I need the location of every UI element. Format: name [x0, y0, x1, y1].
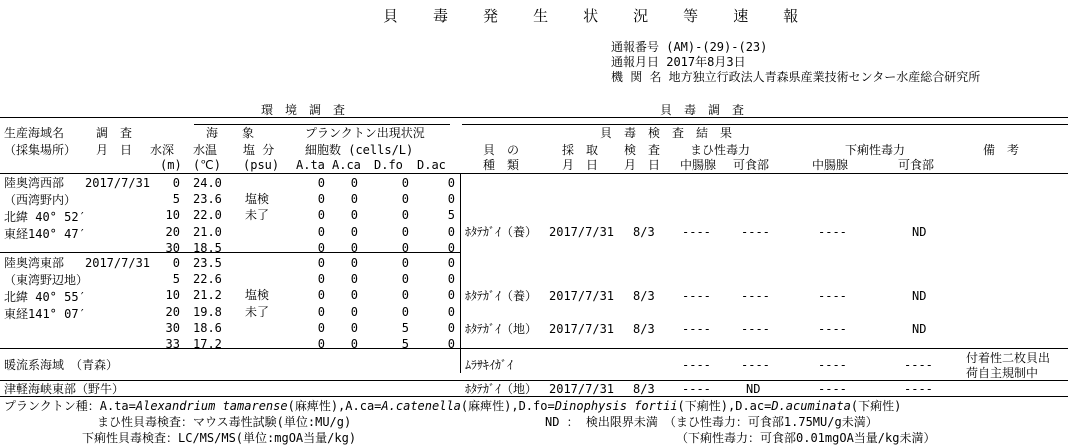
cell-dac: 0: [447, 337, 455, 351]
tsugaru-dsp-edible: ----: [904, 382, 933, 396]
cell-ata: 0: [317, 288, 325, 303]
dsp-edible-header: 可食部: [898, 158, 935, 172]
sea-condition-header: 海 象: [206, 126, 255, 140]
collect-header: 採 取: [562, 143, 599, 157]
station-latitude: 北緯 40° 55′: [4, 290, 86, 304]
cell-depth: 30: [165, 320, 180, 335]
tsugaru-area: 津軽海峡東部（野牛）: [4, 382, 125, 396]
shell-psp-gut: ----: [682, 289, 711, 304]
inspect-date-header: 月 日: [624, 158, 661, 172]
cell-dfo: 0: [401, 192, 409, 207]
cell-dfo: 0: [401, 304, 409, 319]
tsugaru-collect: 2017/7/31: [549, 382, 615, 396]
plankton-dfo-header: D.fo: [374, 158, 403, 172]
shell-psp-ed: ----: [741, 321, 770, 336]
cell-depth: 5: [172, 272, 180, 287]
report-date: 通報月日 2017年8月3日: [611, 55, 746, 69]
cell-aca: 0: [350, 224, 358, 239]
shell-inspect: 8/3: [633, 321, 655, 336]
warm-dsp-gut: ----: [818, 358, 847, 372]
cell-dac: 0: [447, 176, 455, 190]
salinity-unit: (psu): [243, 158, 280, 172]
cell-dfo: 5: [401, 337, 409, 351]
depth-header: 水深: [150, 143, 175, 157]
dsp-header: 下痢性毒力: [845, 143, 906, 157]
cell-temp: 24.0: [193, 176, 222, 190]
shell-psp-ed: ----: [741, 225, 770, 240]
shell-psp-ed: ----: [741, 289, 770, 304]
cell-temp: 18.6: [193, 320, 222, 335]
cell-ata: 0: [317, 256, 325, 270]
cell-dac: 5: [447, 208, 455, 223]
report-title: 貝 毒 発 生 状 況 等 速 報: [383, 7, 812, 25]
inspect-header: 検 査: [624, 143, 661, 157]
cell-dac: 0: [447, 288, 455, 303]
cell-aca: 0: [350, 240, 358, 255]
env-survey-header: 環 境 調 査: [261, 103, 346, 117]
shell-species: ﾎﾀﾃｶﾞｲ（養）: [465, 225, 538, 240]
cell-ata: 0: [317, 176, 325, 190]
warm-shell: ﾑﾗｻｷｲｶﾞｲ: [465, 358, 514, 372]
cell-temp: 21.2: [193, 288, 222, 303]
toxin-survey-header: 貝 毒 調 査: [660, 103, 745, 117]
psp-header: まひ性毒力: [690, 143, 751, 157]
table-divider: [460, 173, 461, 373]
toxin-rule: [462, 124, 1068, 125]
collect-date-header: 月 日: [562, 158, 599, 172]
cell-ata: 0: [317, 320, 325, 335]
shell-collect: 2017/7/31: [549, 225, 615, 240]
header-top-rule: [0, 117, 1068, 118]
cell-temp: 23.6: [193, 192, 222, 207]
depth-unit: (m): [160, 158, 182, 172]
agency-name: 機 関 名 地方独立行政法人青森県産業技術センター水産総合研究所: [611, 70, 981, 84]
cell-depth: 0: [172, 256, 180, 270]
plankton-ata-header: A.ta: [296, 158, 325, 172]
warm-remarks-2: 荷自主規制中: [966, 366, 1039, 380]
station-latitude: 北緯 40° 52′: [4, 210, 86, 224]
cell-temp: 23.5: [193, 256, 222, 270]
psp-edible-header: 可食部: [733, 158, 770, 172]
cell-ata: 0: [317, 192, 325, 207]
shell-inspect: 8/3: [633, 289, 655, 304]
site-header: （採集場所）: [4, 143, 77, 157]
cell-dac: 0: [447, 192, 455, 207]
cell-ata: 0: [317, 224, 325, 239]
cell-depth: 10: [165, 288, 180, 303]
env-rule: [194, 124, 450, 125]
cell-dac: 0: [447, 256, 455, 270]
nd-note: ND ： 検出限界未満 （まひ性毒力：可食部1.75MU/g未満）: [545, 415, 878, 429]
survey-header: 調 査: [96, 126, 133, 140]
psp-gut-header: 中腸腺: [680, 158, 717, 172]
cell-dfo: 0: [401, 288, 409, 303]
shell-header: 貝 の: [483, 143, 520, 157]
cell-ata: 0: [317, 272, 325, 287]
cell-sal: 未了: [245, 208, 270, 223]
toxin-result-header: 貝 毒 検 査 結 果: [600, 126, 733, 140]
cells-header: 細胞数 (cells/L): [305, 143, 414, 157]
cell-dfo: 0: [401, 240, 409, 255]
plankton-dac-header: D.ac: [417, 158, 446, 172]
tsugaru-shell: ﾎﾀﾃｶﾞｲ（地）: [465, 382, 538, 396]
cell-sal: 未了: [245, 304, 270, 319]
shell-psp-gut: ----: [682, 321, 711, 336]
warm-dsp-edible: ----: [904, 358, 933, 372]
cell-depth: 33: [165, 337, 180, 351]
temp-header: 水温: [193, 143, 218, 157]
shell-inspect: 8/3: [633, 225, 655, 240]
cell-dac: 0: [447, 320, 455, 335]
shell-psp-gut: ----: [682, 225, 711, 240]
station-longitude: 東経140° 47′: [4, 227, 86, 241]
temp-unit: (℃): [193, 158, 221, 172]
cell-dfo: 0: [401, 224, 409, 239]
station-1-rule: [0, 252, 460, 253]
cell-dfo: 0: [401, 272, 409, 287]
cell-temp: 18.5: [193, 240, 222, 255]
shell-species: ﾎﾀﾃｶﾞｲ（養）: [465, 289, 538, 304]
remarks-header: 備 考: [983, 143, 1020, 157]
cell-ata: 0: [317, 304, 325, 319]
cell-temp: 17.2: [193, 337, 222, 351]
psp-method-note: まひ性貝毒検査：マウス毒性試験(単位:MU/g): [97, 415, 352, 429]
warm-psp-gut: ----: [682, 358, 711, 372]
cell-dac: 0: [447, 240, 455, 255]
cell-dac: 0: [447, 224, 455, 239]
cell-sal: 塩検: [245, 192, 270, 207]
station-site: （東湾野辺地）: [4, 273, 89, 287]
cell-sal: 塩検: [245, 288, 270, 303]
header-bottom-rule: [0, 173, 1068, 174]
dsp-method-note: 下痢性貝毒検査：LC/MS/MS(単位:mgOA当量/kg): [82, 431, 357, 445]
cell-aca: 0: [350, 192, 358, 207]
cell-ata: 0: [317, 208, 325, 223]
shell-dsp-gut: ----: [818, 321, 847, 336]
cell-aca: 0: [350, 176, 358, 190]
cell-aca: 0: [350, 256, 358, 270]
cell-aca: 0: [350, 272, 358, 287]
shell-dsp-ed: ND: [912, 289, 927, 304]
dsp-limit-note: （下痢性毒力：可食部0.01mgOA当量/kg未満）: [676, 431, 936, 445]
cell-depth: 30: [165, 240, 180, 255]
cell-dac: 0: [447, 304, 455, 319]
area-header: 生産海域名: [4, 126, 65, 140]
cell-depth: 20: [165, 304, 180, 319]
shell-dsp-ed: ND: [912, 321, 927, 336]
shell-dsp-gut: ----: [818, 225, 847, 240]
plankton-header: プランクトン出現状況: [305, 126, 425, 140]
shell-collect: 2017/7/31: [549, 289, 615, 304]
cell-ata: 0: [317, 337, 325, 351]
cell-aca: 0: [350, 208, 358, 223]
warm-remarks-1: 付着性二枚貝出: [966, 351, 1051, 365]
cell-dfo: 5: [401, 320, 409, 335]
shell-type-header: 種 類: [483, 158, 520, 172]
cell-temp: 19.8: [193, 304, 222, 319]
warm-psp-edible: ----: [741, 358, 770, 372]
shell-dsp-gut: ----: [818, 289, 847, 304]
station-site: （西湾野内）: [4, 193, 77, 207]
station-name: 陸奥湾西部: [4, 176, 65, 190]
tsugaru-psp-gut: ----: [682, 382, 711, 396]
warm-area: 暖流系海域 （青森）: [4, 358, 119, 372]
shell-species: ﾎﾀﾃｶﾞｲ（地）: [465, 321, 538, 336]
cell-depth: 10: [165, 208, 180, 223]
cell-temp: 22.6: [193, 272, 222, 287]
warm-rule: [0, 380, 1068, 381]
cell-dfo: 0: [401, 208, 409, 223]
survey-date-header: 月 日: [96, 143, 133, 157]
cell-aca: 0: [350, 337, 358, 351]
survey-date: 2017/7/31: [85, 256, 151, 270]
plankton-aca-header: A.ca: [332, 158, 361, 172]
cell-depth: 5: [172, 192, 180, 207]
shell-collect: 2017/7/31: [549, 321, 615, 336]
station-longitude: 東経141° 07′: [4, 307, 86, 321]
cell-aca: 0: [350, 304, 358, 319]
cell-dfo: 0: [401, 256, 409, 270]
cell-depth: 0: [172, 176, 180, 190]
cell-dfo: 0: [401, 176, 409, 190]
table-bottom-rule: [0, 396, 1068, 397]
tsugaru-inspect: 8/3: [633, 382, 655, 396]
cell-ata: 0: [317, 240, 325, 255]
station-name: 陸奥湾東部: [4, 256, 65, 270]
dsp-gut-header: 中腸腺: [812, 158, 849, 172]
plankton-legend: プランクトン種：A.ta=Alexandrium tamarense(麻痺性),A.ca=A.catenella(麻痺性),D.fo=Dinophysis fortii(下痢性),D.ac=D.acuminata(下痢性): [4, 399, 902, 413]
cell-temp: 22.0: [193, 208, 222, 223]
salinity-header: 塩 分: [243, 143, 275, 157]
cell-aca: 0: [350, 288, 358, 303]
cell-dac: 0: [447, 272, 455, 287]
survey-date: 2017/7/31: [85, 176, 151, 190]
shell-dsp-ed: ND: [912, 225, 927, 240]
station-2-rule: [0, 348, 1068, 349]
tsugaru-dsp-gut: ----: [818, 382, 847, 396]
cell-aca: 0: [350, 320, 358, 335]
cell-temp: 21.0: [193, 224, 222, 239]
report-number: 通報番号 (AM)-(29)-(23): [611, 40, 768, 54]
cell-depth: 20: [165, 224, 180, 239]
tsugaru-psp-edible: ND: [746, 382, 761, 396]
